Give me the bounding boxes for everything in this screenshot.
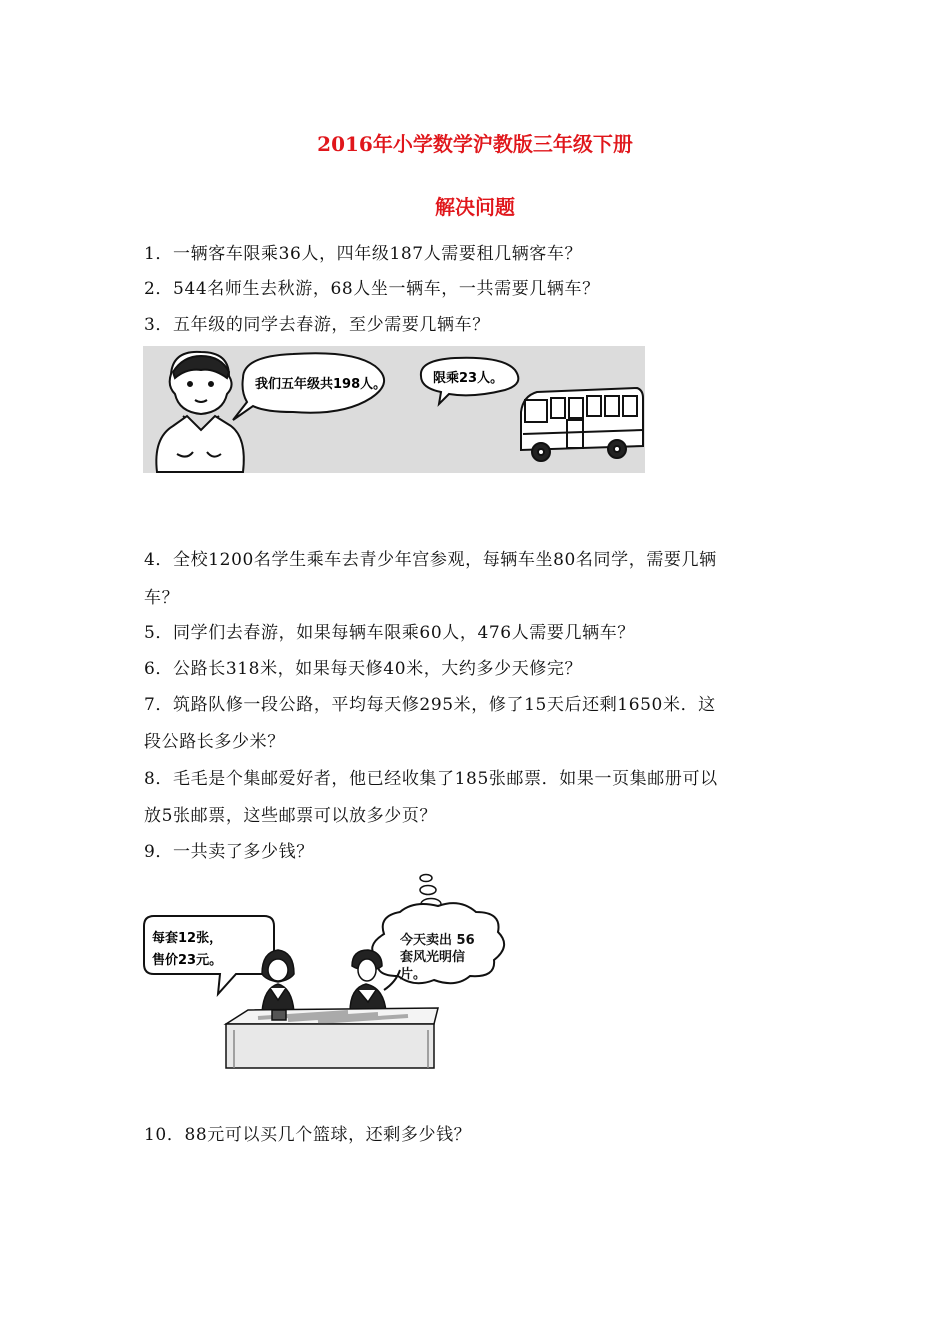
question-number: 6． <box>144 659 174 679</box>
thought-line2: 套风光明信 <box>400 950 466 965</box>
question-text: 公路长318米，如果每天修40米，大约多少天修完？ <box>173 659 583 679</box>
boy-speech-text: 我们五年级共198人。 <box>255 377 387 392</box>
question-number: 3． <box>144 315 174 335</box>
question-number: 8． <box>144 769 174 789</box>
question-text: 一辆客车限乘36人，四年级187人需要租几辆客车？ <box>173 244 583 264</box>
document-title: 2016年小学数学沪教版三年级下册 <box>317 132 633 156</box>
question-text-continued: 车？ <box>144 588 180 608</box>
question-3 <box>144 307 816 344</box>
question-7 <box>144 687 816 724</box>
question-number: 1． <box>144 244 174 264</box>
figure-postcard-stall <box>138 870 528 1075</box>
question-text: 五年级的同学去春游，至少需要几辆车？ <box>173 315 490 335</box>
question-1 <box>144 236 816 273</box>
question-2 <box>144 271 816 308</box>
thought-line1: 今天卖出 56 <box>400 933 475 948</box>
question-10 <box>144 1117 816 1154</box>
question-text: 毛毛是个集邮爱好者，他已经收集了185张邮票．如果一页集邮册可以 <box>173 769 718 789</box>
question-number: 10． <box>144 1125 185 1145</box>
bus-speech-text: 限乘23人。 <box>433 371 504 386</box>
question-text: 88元可以买几个篮球，还剩多少钱？ <box>184 1125 472 1145</box>
question-9 <box>144 834 816 871</box>
question-number: 5． <box>144 623 174 643</box>
thought-bubble <box>372 875 504 984</box>
stall-counter <box>226 1008 438 1068</box>
left-speech-line1: 每套12张， <box>152 931 223 946</box>
question-text: 544名师生去秋游，68人坐一辆车，一共需要几辆车？ <box>173 279 600 299</box>
left-speech-bubble <box>144 916 274 994</box>
question-8-continued <box>144 798 816 835</box>
question-8 <box>144 761 816 798</box>
question-number: 2． <box>144 279 174 299</box>
question-text-continued: 放5张邮票，这些邮票可以放多少页？ <box>144 806 438 826</box>
question-5 <box>144 615 816 652</box>
girl-illustration <box>262 950 294 1012</box>
question-4 <box>144 542 816 579</box>
document-subtitle: 解决问题 <box>435 195 515 219</box>
question-text: 一共卖了多少钱？ <box>173 842 314 862</box>
question-6 <box>144 651 816 688</box>
question-text: 筑路队修一段公路，平均每天修295米，修了15天后还剩1650米．这 <box>173 695 716 715</box>
question-4-continued <box>144 580 816 617</box>
question-text-continued: 段公路长多少米？ <box>144 732 285 752</box>
left-speech-line2: 售价23元。 <box>152 953 223 968</box>
question-text: 同学们去春游，如果每辆车限乘60人，476人需要几辆车？ <box>173 623 635 643</box>
question-number: 7． <box>144 695 174 715</box>
question-number: 4． <box>144 550 174 570</box>
question-number: 9． <box>144 842 174 862</box>
question-text: 全校1200名学生乘车去青少年宫参观，每辆车坐80名同学，需要几辆 <box>173 550 717 570</box>
thought-line3: 片。 <box>400 967 427 982</box>
figure-boy-and-bus <box>143 346 645 473</box>
question-7-continued <box>144 724 816 761</box>
